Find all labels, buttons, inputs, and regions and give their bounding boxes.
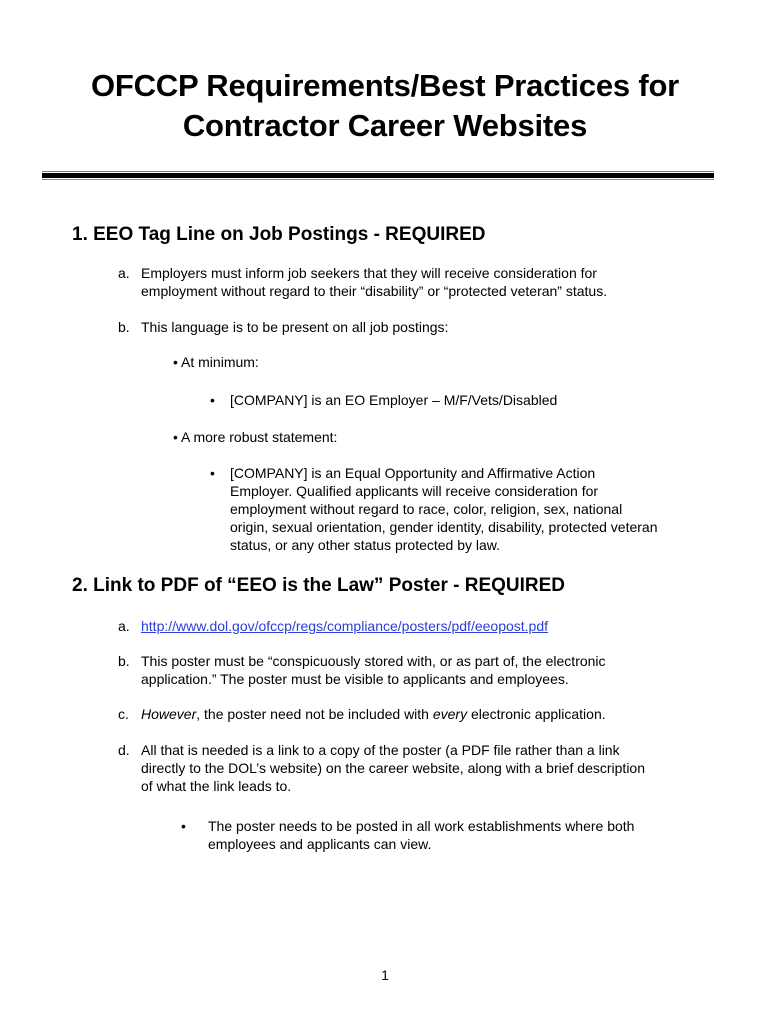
item-label: c. <box>118 706 129 722</box>
title-line-2: Contractor Career Websites <box>182 108 588 143</box>
bullet-icon: • <box>173 354 182 370</box>
tagline-robust-line-3: employment without regard to race, color, religion, sex, national <box>230 501 623 517</box>
title-divider <box>42 173 714 178</box>
bullet-label: A more robust statement: <box>181 429 338 445</box>
bullet-label: At minimum: <box>181 354 259 370</box>
tagline-robust-line-1: [COMPANY] is an Equal Opportunity and Affirmative Action <box>230 465 596 481</box>
page-title <box>40 66 730 146</box>
item-text-mid: , the poster need not be included with <box>196 706 433 722</box>
note-line-2: employees and applicants can view. <box>208 836 432 852</box>
item-label: b. <box>118 319 130 335</box>
item-text <box>141 705 606 723</box>
bullet-icon: • <box>210 392 215 408</box>
section-1-heading: 1. EEO Tag Line on Job Postings - REQUIRED <box>72 224 486 245</box>
item-text-line-3: of what the link leads to. <box>141 778 292 794</box>
tagline-robust <box>230 464 658 554</box>
note-line-1: The poster needs to be posted in all work establishments where both <box>208 818 635 834</box>
item-text-line-2: application.” The poster must be visible to applicants and employees. <box>141 671 569 687</box>
bullet-robust-statement <box>173 428 337 446</box>
title-divider-top <box>42 171 714 172</box>
item-label: a. <box>118 265 130 281</box>
eeo-poster-link[interactable]: http://www.dol.gov/ofccp/regs/compliance/posters/pdf/eeopost.pdf <box>141 618 549 634</box>
item-text-line-1: This language is to be present on all job postings: <box>141 319 449 335</box>
item-label: a. <box>118 618 130 634</box>
item-text-line-1: This poster must be “conspicuously stored with, or as part of, the electronic <box>141 653 606 669</box>
section-2-heading: 2. Link to PDF of “EEO is the Law” Poster - REQUIRED <box>72 575 566 596</box>
item-text-line-1: All that is needed is a link to a copy of the poster (a PDF file rather than a link <box>141 742 620 758</box>
title-divider-bottom <box>42 179 714 180</box>
poster-posting-note <box>208 817 634 853</box>
item-text-line-2: directly to the DOL’s website) on the career website, along with a brief description <box>141 760 645 776</box>
item-text-end: electronic application. <box>467 706 606 722</box>
item-text-line-1: Employers must inform job seekers that they will receive consideration for <box>141 265 597 281</box>
emphasis-every: every <box>432 706 468 722</box>
bullet-icon: • <box>210 465 215 481</box>
tagline-minimum: [COMPANY] is an EO Employer – M/F/Vets/Disabled <box>230 392 558 408</box>
tagline-robust-line-4: origin, sexual orientation, gender identity, disability, protected veteran <box>230 519 658 535</box>
title-line-1: OFCCP Requirements/Best Practices for <box>90 68 680 103</box>
bullet-icon: • <box>181 818 186 834</box>
tagline-robust-line-5: status, or any other status protected by law. <box>230 537 501 553</box>
bullet-at-minimum <box>173 353 259 371</box>
item-text-line-2: employment without regard to their “disability” or “protected veteran” status. <box>141 283 608 299</box>
tagline-robust-line-2: Employer. Qualified applicants will receive consideration for <box>230 483 599 499</box>
item-label: b. <box>118 653 130 669</box>
emphasis-however: However <box>141 706 197 722</box>
page-number: 1 <box>381 967 389 983</box>
item-label: d. <box>118 742 130 758</box>
bullet-icon: • <box>173 429 182 445</box>
